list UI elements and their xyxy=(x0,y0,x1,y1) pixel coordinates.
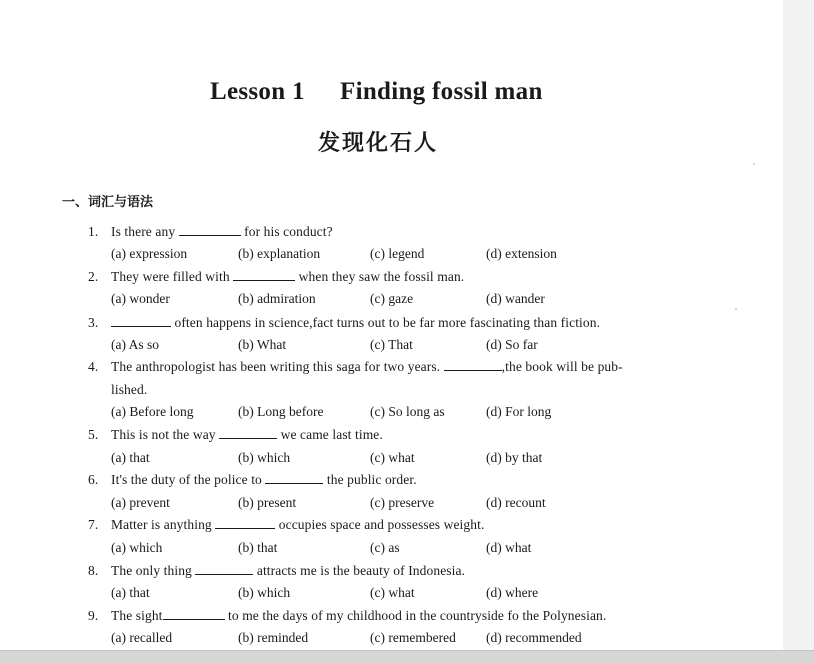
question-text: They were filled with when they saw the fossil man. xyxy=(111,269,465,284)
lesson-number: Lesson 1 xyxy=(210,78,305,105)
section-heading: 一、词汇与语法 xyxy=(62,195,154,210)
lesson-name: Finding fossil man xyxy=(340,78,543,105)
question-text: Is there any for his conduct? xyxy=(111,224,333,239)
option-a: (a) wonder xyxy=(111,291,170,306)
option-a: (a) that xyxy=(111,450,150,465)
question-text-continued: lished. xyxy=(111,382,148,397)
question-number: 9. xyxy=(88,608,99,623)
option-c: (c) preserve xyxy=(370,495,435,510)
option-a: (a) which xyxy=(111,540,163,555)
option-c: (c) remembered xyxy=(370,630,456,645)
option-c: (c) That xyxy=(370,337,413,352)
option-c: (c) what xyxy=(370,450,415,465)
scan-speck xyxy=(753,163,755,165)
question-text: It's the duty of the police to the public order. xyxy=(111,472,417,487)
horizontal-scrollbar[interactable] xyxy=(0,650,814,663)
question-number: 4. xyxy=(88,359,99,374)
question-number: 1. xyxy=(88,224,99,239)
option-a: (a) that xyxy=(111,585,150,600)
question-number: 3. xyxy=(88,315,99,330)
question-text: The anthropologist has been writing this saga for two years. ,the book will be pub- xyxy=(111,359,623,374)
option-b: (b) What xyxy=(238,337,287,352)
option-b: (b) which xyxy=(238,450,291,465)
question-number: 8. xyxy=(88,563,99,578)
option-a: (a) Before long xyxy=(111,404,194,419)
question-text: This is not the way we came last time. xyxy=(111,427,383,442)
option-a: (a) prevent xyxy=(111,495,170,510)
option-d: (d) extension xyxy=(486,246,557,261)
question-number: 2. xyxy=(88,269,99,284)
option-d: (d) recommended xyxy=(486,630,582,645)
question-text: The only thing attracts me is the beauty of Indonesia. xyxy=(111,563,466,578)
option-b: (b) which xyxy=(238,585,291,600)
lesson-subtitle: 发现化石人 xyxy=(318,131,439,156)
option-c: (c) So long as xyxy=(370,404,445,419)
option-a: (a) expression xyxy=(111,246,188,261)
option-b: (b) Long before xyxy=(238,404,324,419)
question-number: 5. xyxy=(88,427,99,442)
option-a: (a) recalled xyxy=(111,630,173,645)
question-text: The sight to me the days of my childhood in the countryside fo the Polynesian. xyxy=(111,608,607,623)
option-d: (d) by that xyxy=(486,450,543,465)
option-b: (b) that xyxy=(238,540,278,555)
option-d: (d) So far xyxy=(486,337,538,352)
option-c: (c) gaze xyxy=(370,291,414,306)
option-a: (a) As so xyxy=(111,337,159,352)
question-text: often happens in science,fact turns out to be far more fascinating than fiction. xyxy=(111,315,600,331)
option-d: (d) For long xyxy=(486,404,552,419)
option-c: (c) what xyxy=(370,585,415,600)
option-d: (d) where xyxy=(486,585,539,600)
option-c: (c) as xyxy=(370,540,400,555)
scan-speck xyxy=(735,308,737,310)
option-b: (b) explanation xyxy=(238,246,321,261)
question-number: 6. xyxy=(88,472,99,487)
option-d: (d) wander xyxy=(486,291,545,306)
question-text: Matter is anything occupies space and possesses weight. xyxy=(111,517,485,532)
question-number: 7. xyxy=(88,517,99,532)
option-b: (b) reminded xyxy=(238,630,309,645)
option-c: (c) legend xyxy=(370,246,425,261)
option-d: (d) recount xyxy=(486,495,546,510)
option-d: (d) what xyxy=(486,540,532,555)
option-b: (b) present xyxy=(238,495,297,510)
viewer-side-gutter xyxy=(783,0,814,650)
option-b: (b) admiration xyxy=(238,291,316,306)
